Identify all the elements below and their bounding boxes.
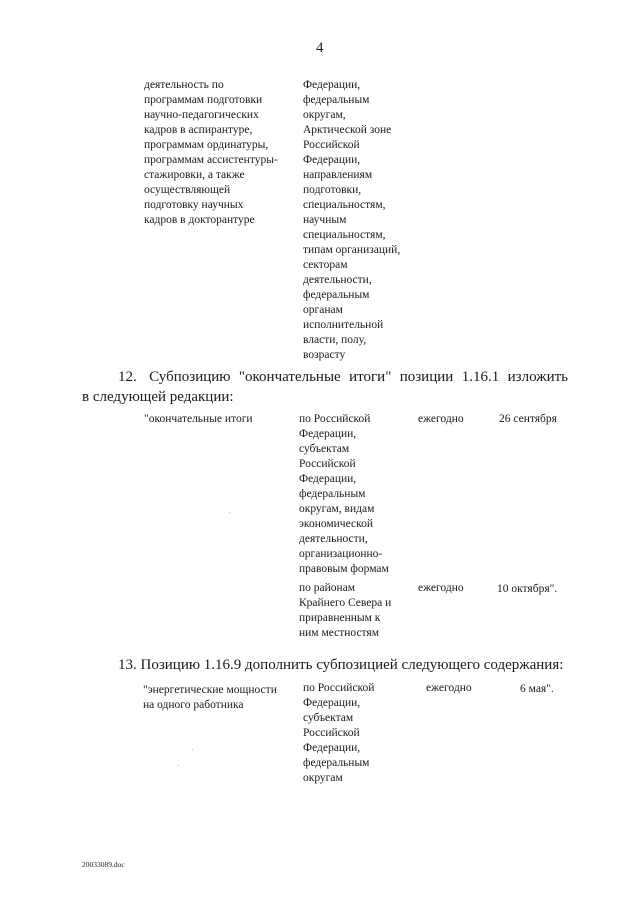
- item-12-number: 12.: [118, 369, 137, 385]
- item-12-word: Субпозицию: [149, 369, 231, 385]
- table-13-frequency: ежегодно: [426, 682, 472, 694]
- table-12-indicator-name: "окончательные итоги: [144, 413, 253, 425]
- top-table-activity-cell: деятельность по программам подготовки научно-педагогических кадров в аспирантуре, программам ординатуры, программам ассистентуры- стажировки, а также осуществляющей подготовку научных кадров в докторантуре: [144, 79, 278, 226]
- item-12-line-2: в следующей редакции:: [82, 389, 234, 405]
- table-12-row-1-breakdown: по Российской Федерации, субъектам Российской Федерации, федеральным округам, видам экономической деятельности, организационно- правовым формам: [299, 413, 389, 575]
- item-12-word: 1.16.1: [461, 369, 500, 385]
- scan-speck: [229, 512, 230, 513]
- table-12-row-1-frequency: ежегодно: [418, 413, 464, 425]
- table-12-row-2-breakdown: по районам Крайнего Севера и приравненным к ним местностям: [299, 582, 392, 639]
- item-13-text: 13. Позицию 1.16.9 дополнить субпозицией следующего содержания:: [118, 657, 564, 673]
- table-13-date: 6 мая".: [520, 683, 554, 695]
- item-12-word: итоги": [349, 369, 392, 385]
- table-12-row-1-date: 26 сентября: [499, 413, 557, 425]
- table-12-row-2-frequency: ежегодно: [418, 582, 464, 594]
- table-13-indicator-name: "энергетические мощности на одного работника: [143, 684, 277, 711]
- top-table-breakdown-cell: Федерации, федеральным округам, Арктической зоне Российской Федерации, направлениям подготовки, специальностям, научным специальностям, типам организаций, секторам деятельности, федеральным органам исполнительной власти, полу, возрасту: [303, 79, 401, 361]
- item-12-word: позиции: [399, 369, 454, 385]
- item-12-line-1: [118, 367, 568, 387]
- item-12-word: "окончательные: [238, 369, 341, 385]
- table-12-row-2-date: 10 октября".: [497, 583, 558, 595]
- document-code: 20033089.doc: [82, 860, 125, 869]
- page-number: 4: [316, 40, 324, 56]
- scan-speck: [192, 749, 193, 750]
- scan-speck: [178, 765, 179, 766]
- item-12-word: изложить: [507, 369, 568, 385]
- table-13-breakdown: по Российской Федерации, субъектам Российской Федерации, федеральным округам: [303, 682, 375, 784]
